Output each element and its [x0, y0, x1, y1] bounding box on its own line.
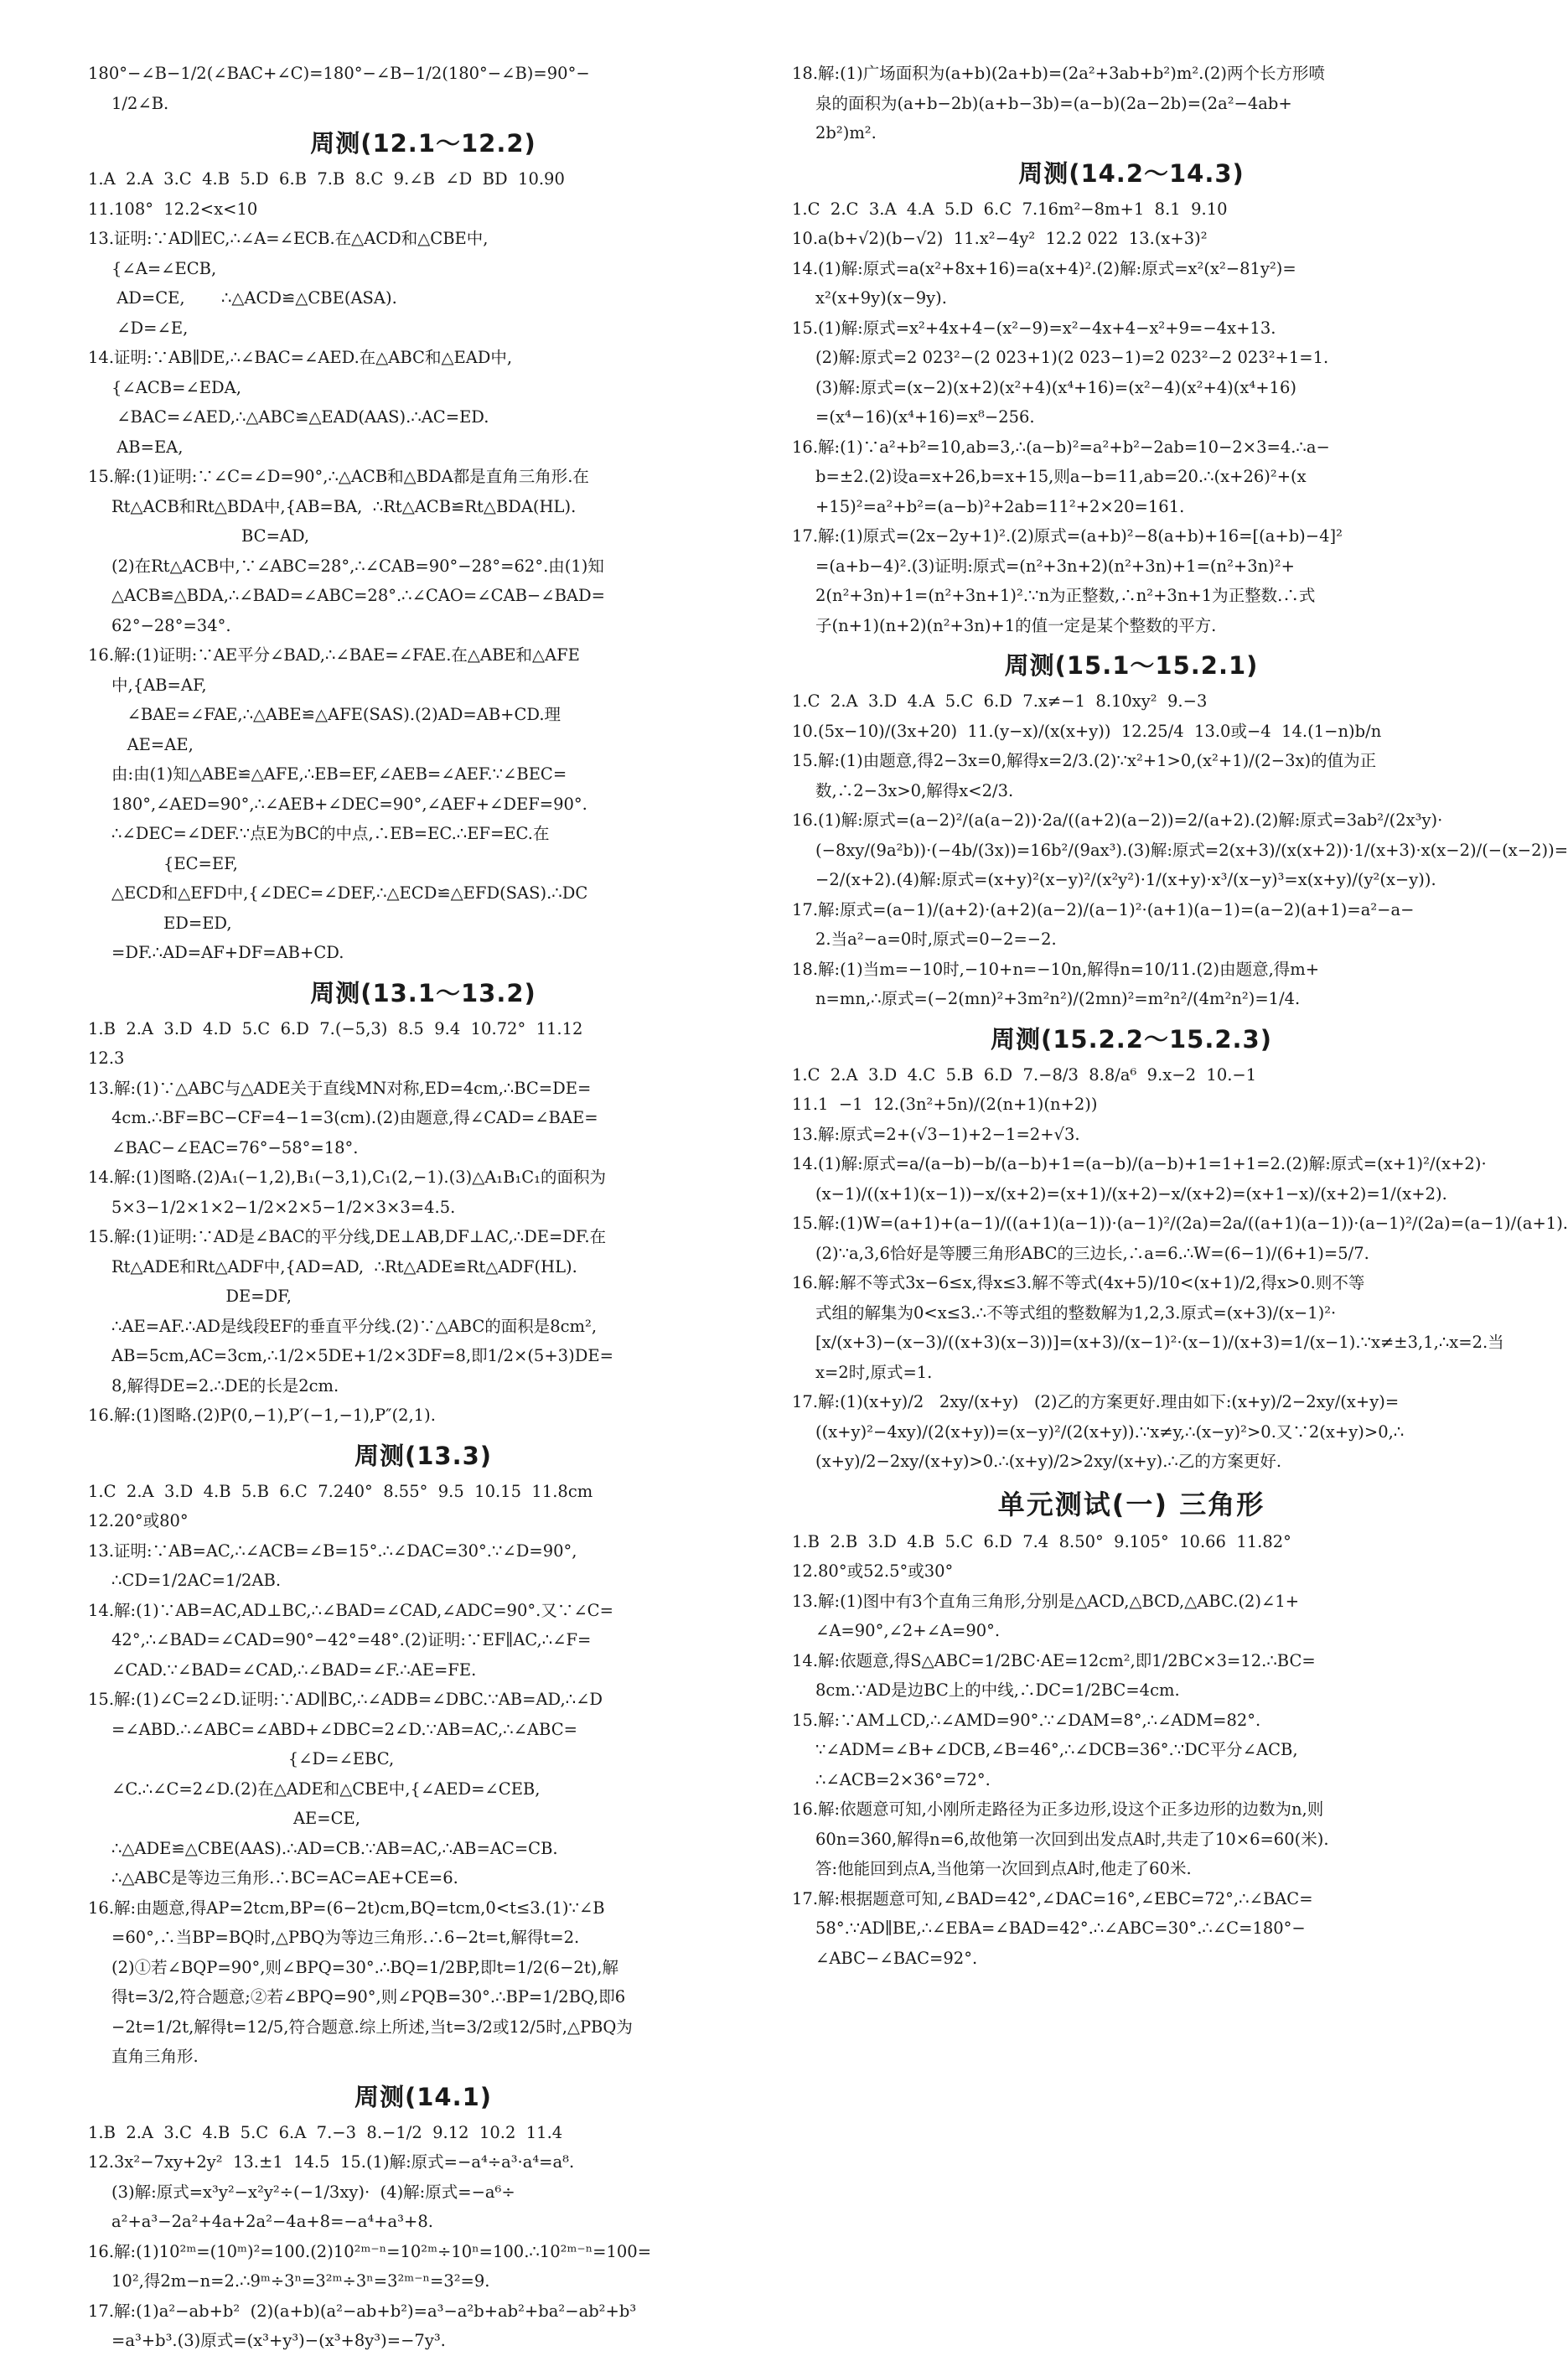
answer-line: 18.解:(1)当m=−10时,−10+n=−10n,解得n=10/11.(2)由题意,得m+ — [792, 959, 1320, 979]
answer-line: 13.证明:∵AB=AC,∴∠ACB=∠B=15°.∴∠DAC=30°.∵∠D=90°, — [88, 1540, 577, 1561]
answer-line: 16.(1)解:原式=(a−2)²/(a(a−2))·2a/((a+2)(a−2))=2/(a+2).(2)解:原式=3ab²/(2x³y)· — [792, 810, 1443, 830]
section-title: 周测(15.1～15.2.1) — [1004, 651, 1259, 680]
answer-line: 15.解:(1)证明:∵AD是∠BAC的平分线,DE⊥AB,DF⊥AC,∴DE=DF.在 — [88, 1227, 607, 1246]
answer-line: 2.当a²−a=0时,原式=0−2=−2. — [815, 929, 1057, 949]
answer-line: 1.C 2.A 3.D 4.A 5.C 6.D 7.x≠−1 8.10xy² 9.−3 — [792, 691, 1208, 711]
left-column — [88, 59, 758, 2356]
answer-line: 4cm.∴BF=BC−CF=4−1=3(cm).(2)由题意,得∠CAD=∠BAE= — [111, 1108, 598, 1127]
answer-line: 17.解:根据题意可知,∠BAD=42°,∠DAC=16°,∠EBC=72°,∴∠BAC= — [792, 1888, 1313, 1908]
answer-line: AD=CE, ∴△ACD≌△CBE(ASA). — [111, 288, 397, 308]
answer-line: ∴△ADE≌△CBE(AAS).∴AD=CB.∵AB=AC,∴AB=AC=CB. — [111, 1838, 558, 1858]
answer-line: 中,{AB=AF, — [111, 675, 207, 695]
answer-line: {∠ACB=∠EDA, — [111, 377, 241, 397]
answer-line: ∠CAD.∵∠BAD=∠CAD,∴∠BAD=∠F.∴AE=FE. — [111, 1660, 477, 1680]
answer-line: 16.解:由题意,得AP=2tcm,BP=(6−2t)cm,BQ=tcm,0<t≤3.(1)∵∠B — [88, 1898, 605, 1918]
answer-line: a²+a³−2a²+4a+2a²−4a+8=−a⁴+a³+8. — [111, 2212, 433, 2231]
answer-line: 5×3−1/2×1×2−1/2×2×5−1/2×3×3=4.5. — [111, 1197, 456, 1217]
answer-line: 60n=360,解得n=6,故他第一次回到出发点A时,共走了10×6=60(米). — [815, 1829, 1329, 1849]
answer-line: Rt△ADE和Rt△ADF中,{AD=AD, ∴Rt△ADE≌Rt△ADF(HL). — [111, 1256, 577, 1276]
answer-line: 泉的面积为(a+b−2b)(a+b−3b)=(a−b)(2a−2b)=(2a²−4ab+ — [815, 93, 1292, 113]
answer-line: 1.C 2.C 3.A 4.A 5.D 6.C 7.16m²−8m+1 8.1 9.10 — [792, 199, 1228, 219]
answer-line: 42°,∴∠BAD=∠CAD=90°−42°=48°.(2)证明:∵EF∥AC,∴∠F= — [111, 1630, 592, 1649]
answer-line: −2/(x+2).(4)解:原式=(x+y)²(x−y)²/(x²y²)·1/(x+y)·x³/(x−y)³=x(x+y)/(y²(x−y)). — [815, 870, 1436, 889]
answer-line: 15.解:(1)∠C=2∠D.证明:∵AD∥BC,∴∠ADB=∠DBC.∵AB=AD,∴∠D — [88, 1690, 603, 1709]
answer-line: 16.解:解不等式3x−6≤x,得x≤3.解不等式(4x+5)/10<(x+1)/2,得x>0.则不等 — [792, 1273, 1365, 1292]
answer-line: =DF.∴AD=AF+DF=AB+CD. — [111, 943, 344, 962]
answer-line: AB=5cm,AC=3cm,∴1/2×5DE+1/2×3DF=8,即1/2×(5+3)DE= — [111, 1346, 613, 1365]
section-title: 周测(14.1) — [354, 2082, 493, 2111]
answer-line: 14.证明:∵AB∥DE,∴∠BAC=∠AED.在△ABC和△EAD中, — [88, 348, 513, 367]
answer-line: (x+y)/2−2xy/(x+y)>0.∴(x+y)/2>2xy/(x+y).∴乙的方案更好. — [815, 1452, 1282, 1471]
answer-line: n=mn,∴原式=(−2(mn)²+3m²n²)/(2mn)²=m²n²/(4m²n²)=1/4. — [815, 989, 1301, 1008]
section-title: 单元测试(一) 三角形 — [997, 1488, 1265, 1520]
answer-line: 1.C 2.A 3.D 4.C 5.B 6.D 7.−8/3 8.8/a⁶ 9.x−2 10.−1 — [792, 1064, 1257, 1085]
answer-line: 12.20°或80° — [88, 1511, 189, 1530]
answer-line: DE=DF, — [111, 1287, 292, 1306]
answer-line: △ACB≌△BDA,∴∠BAD=∠ABC=28°.∴∠CAO=∠CAB−∠BAD= — [111, 586, 605, 605]
answer-line: ∠C.∴∠C=2∠D.(2)在△ADE和△CBE中,{∠AED=∠CEB, — [111, 1779, 541, 1799]
answer-line: 11.1 −1 12.(3n²+5n)/(2(n+1)(n+2)) — [792, 1095, 1098, 1114]
answer-line: (2)∵a,3,6恰好是等腰三角形ABC的三边长,∴a=6.∴W=(6−1)/(6+1)=5/7. — [815, 1243, 1369, 1263]
answer-line: 14.解:(1)图略.(2)A₁(−1,2),B₁(−3,1),C₁(2,−1).(3)△A₁B₁C₁的面积为 — [88, 1168, 607, 1187]
answer-line: 8,解得DE=2.∴DE的长是2cm. — [111, 1375, 339, 1395]
answer-line: 13.解:(1)图中有3个直角三角形,分别是△ACD,△BCD,△ABC.(2)∠1+ — [792, 1591, 1300, 1611]
answer-line: BC=AD, — [111, 526, 310, 546]
answer-line: 2(n²+3n)+1=(n²+3n+1)².∵n为正整数,∴n²+3n+1为正整数.∴式 — [815, 586, 1316, 605]
answer-line: =∠ABD.∴∠ABC=∠ABD+∠DBC=2∠D.∵AB=AC,∴∠ABC= — [111, 1719, 577, 1739]
answer-line: 16.解:依题意可知,小刚所走路径为正多边形,设这个正多边形的边数为n,则 — [792, 1799, 1324, 1819]
answer-line: ∴AE=AF.∴AD是线段EF的垂直平分线.(2)∵△ABC的面积是8cm², — [111, 1316, 598, 1336]
section-title: 周测(14.2～14.3) — [1018, 158, 1245, 188]
answer-line: 16.解:(1)证明:∵AE平分∠BAD,∴∠BAE=∠FAE.在△ABE和△AFE — [88, 645, 580, 665]
section-title: 周测(13.3) — [354, 1441, 493, 1470]
answer-line: +15)²=a²+b²=(a−b)²+2ab=11²+2×20=161. — [815, 496, 1185, 516]
answer-line: 1.B 2.A 3.D 4.D 5.C 6.D 7.(−5,3) 8.5 9.4 10.72° 11.12 — [88, 1018, 583, 1038]
answer-line: 14.(1)解:原式=a/(a−b)−b/(a−b)+1=(a−b)/(a−b)+1=1+1=2.(2)解:原式=(x+1)²/(x+2)· — [792, 1154, 1487, 1173]
answer-line: (3)解:原式=(x−2)(x+2)(x²+4)(x⁴+16)=(x²−4)(x²+4)(x⁴+16) — [815, 377, 1296, 397]
answer-line: x=2时,原式=1. — [815, 1362, 933, 1382]
answer-line: 12.3 — [88, 1049, 125, 1068]
answer-line: (−8xy/(9a²b))·(−4b/(3x))=16b²/(9ax³).(3)解:原式=2(x+3)/(x(x+2))·1/(x+3)·x(x−2)/(−(x−2))= — [815, 840, 1568, 860]
answer-line: 14.解:(1)∵AB=AC,AD⊥BC,∴∠BAD=∠CAD,∠ADC=90°.又∵∠C= — [88, 1600, 613, 1620]
answer-line: AE=CE, — [111, 1809, 360, 1828]
answer-line: 直角三角形. — [111, 2047, 199, 2066]
answer-line: 答:他能回到点A,当他第一次回到点A时,他走了60米. — [815, 1859, 1192, 1878]
answer-line: 18.解:(1)广场面积为(a+b)(2a+b)=(2a²+3ab+b²)m².(2)两个长方形喷 — [792, 64, 1325, 83]
answer-line: =(x⁴−16)(x⁴+16)=x⁸−256. — [815, 407, 1035, 427]
answer-line: 15.(1)解:原式=x²+4x+4−(x²−9)=x²−4x+4−x²+9=−4x+13. — [792, 318, 1276, 338]
answer-line: 16.解:(1)图略.(2)P(0,−1),P′(−1,−1),P″(2,1). — [88, 1406, 436, 1425]
answer-line: ∠BAE=∠FAE,∴△ABE≌△AFE(SAS).(2)AD=AB+CD.理 — [111, 705, 561, 724]
answer-line: ∠ABC−∠BAC=92°. — [815, 1948, 978, 1968]
answer-line: (2)解:原式=2 023²−(2 023+1)(2 023−1)=2 023²−2 023²+1=1. — [815, 348, 1329, 367]
answer-line: 15.解:(1)由题意,得2−3x=0,解得x=2/3.(2)∵x²+1>0,(x²+1)/(2−3x)的值为正 — [792, 751, 1377, 770]
answer-line: 12.80°或52.5°或30° — [792, 1561, 954, 1581]
answer-line: ∴△ABC是等边三角形.∴BC=AC=AE+CE=6. — [111, 1868, 458, 1887]
answer-line: {∠D=∠EBC, — [111, 1749, 395, 1768]
answer-line: 1.B 2.B 3.D 4.B 5.C 6.D 7.4 8.50° 9.105° 10.66 11.82° — [792, 1531, 1291, 1551]
answer-line: 15.解:(1)W=(a+1)+(a−1)/((a+1)(a−1))·(a−1)²/(2a)=2a/((a+1)(a−1))·(a−1)²/(2a)=(a−1)/(a+1). — [792, 1214, 1568, 1233]
section-title: 周测(13.1～13.2) — [310, 978, 536, 1007]
answer-line: ∴CD=1/2AC=1/2AB. — [111, 1571, 282, 1590]
answer-line: 1.A 2.A 3.C 4.B 5.D 6.B 7.B 8.C 9.∠B ∠D BD 10.90 — [88, 169, 565, 189]
answer-line: 13.证明:∵AD∥EC,∴∠A=∠ECB.在△ACD和△CBE中, — [88, 229, 489, 248]
answer-line: 数,∴2−3x>0,解得x<2/3. — [815, 780, 1014, 800]
answer-line: {EC=EF, — [111, 853, 238, 873]
answer-line: ∠BAC−∠EAC=76°−58°=18°. — [111, 1137, 359, 1157]
answer-line: x²(x+9y)(x−9y). — [815, 288, 947, 308]
answer-line: 子(n+1)(n+2)(n²+3n)+1的值一定是某个整数的平方. — [815, 615, 1217, 635]
answer-line: 180°,∠AED=90°,∴∠AEB+∠DEC=90°,∠AEF+∠DEF=90°. — [111, 794, 587, 814]
answer-line: 58°.∵AD∥BE,∴∠EBA=∠BAD=42°.∴∠ABC=30°.∴∠C=180°− — [815, 1918, 1306, 1938]
right-column — [792, 59, 1568, 1973]
answer-line: 12.3x²−7xy+2y² 13.±1 14.5 15.(1)解:原式=−a⁴÷a³·a⁴=a⁸. — [88, 2152, 575, 2172]
answer-line: 15.解:∵AM⊥CD,∴∠AMD=90°.∵∠DAM=8°,∴∠ADM=82°. — [792, 1710, 1261, 1730]
answer-line: 17.解:原式=(a−1)/(a+2)·(a+2)(a−2)/(a−1)²·(a+1)(a−1)=(a−2)(a+1)=a²−a− — [792, 899, 1415, 919]
answer-line: 17.解:(1)原式=(2x−2y+1)².(2)原式=(a+b)²−8(a+b)+16=[(a+b)−4]² — [792, 526, 1343, 546]
answer-line: 17.解:(1)a²−ab+b² (2)(a+b)(a²−ab+b²)=a³−a²b+ab²+ba²−ab²+b³ — [88, 2301, 637, 2321]
answer-line: 17.解:(1)(x+y)/2 2xy/(x+y) (2)乙的方案更好.理由如下:(x+y)/2−2xy/(x+y)= — [792, 1392, 1400, 1411]
answer-line: Rt△ACB和Rt△BDA中,{AB=BA, ∴Rt△ACB≌Rt△BDA(HL). — [111, 496, 577, 516]
answer-line: AB=EA, — [111, 437, 184, 457]
answer-line: 14.(1)解:原式=a(x²+8x+16)=a(x+4)².(2)解:原式=x²(x²−81y²)= — [792, 258, 1296, 278]
answer-line: [x/(x+3)−(x−3)/((x+3)(x−3))]=(x+3)/(x−1)²·(x−1)/(x+3)=1/(x−1).∵x≠±3,1,∴x=2.当 — [815, 1333, 1504, 1352]
answer-line: 14.解:依题意,得S△ABC=1/2BC·AE=12cm²,即1/2BC×3=12.∴BC= — [792, 1650, 1316, 1670]
answer-line: 13.解:(1)∵△ABC与△ADE关于直线MN对称,ED=4cm,∴BC=DE= — [88, 1078, 592, 1098]
answer-line: ∠A=90°,∠2+∠A=90°. — [815, 1621, 1001, 1640]
section-title: 周测(12.1～12.2) — [310, 129, 536, 158]
answer-line: 10.a(b+√2)(b−√2) 11.x²−4y² 12.2 022 13.(x+3)² — [792, 229, 1208, 248]
answer-line: ∵∠ADM=∠B+∠DCB,∠B=46°,∴∠DCB=36°.∵DC平分∠ACB, — [815, 1740, 1298, 1759]
answer-line: (x−1)/((x+1)(x−1))−x/(x+2)=(x+1)/(x+2)−x/(x+2)=(x+1−x)/(x+2)=1/(x+2). — [815, 1183, 1447, 1204]
answer-line: 得t=3/2,符合题意;②若∠BPQ=90°,则∠PQB=30°.∴BP=1/2BQ,即6 — [111, 1987, 626, 2006]
answer-line: ∠D=∠E, — [111, 318, 189, 338]
answer-line: =a³+b³.(3)原式=(x³+y³)−(x³+8y³)=−7y³. — [111, 2331, 446, 2350]
answer-line: 式组的解集为0<x≤3.∴不等式组的整数解为1,2,3.原式=(x+3)/(x−1)²· — [815, 1302, 1337, 1323]
answer-line: ED=ED, — [111, 913, 232, 933]
answer-line: (2)在Rt△ACB中,∵∠ABC=28°,∴∠CAB=90°−28°=62°.由(1)知 — [111, 556, 604, 576]
section-title: 周测(15.2.2～15.2.3) — [990, 1024, 1272, 1054]
answer-line: 10.(5x−10)/(3x+20) 11.(y−x)/(x(x+y)) 12.25/4 13.0或−4 14.(1−n)b/n — [792, 721, 1382, 741]
answer-line: 1.B 2.A 3.C 4.B 5.C 6.A 7.−3 8.−1/2 9.12 10.2 11.4 — [88, 2122, 563, 2142]
answer-line: 16.解:(1)∵a²+b²=10,ab=3,∴(a−b)²=a²+b²−2ab=10−2×3=4.∴a− — [792, 437, 1330, 457]
answer-line: (3)解:原式=x³y²−x²y²÷(−1/3xy)· (4)解:原式=−a⁶÷ — [111, 2182, 515, 2202]
answer-line: −2t=1/2t,解得t=12/5,符合题意.综上所述,当t=3/2或12/5时,△PBQ为 — [111, 2017, 633, 2037]
answer-line: 1.C 2.A 3.D 4.B 5.B 6.C 7.240° 8.55° 9.5 10.15 11.8cm — [88, 1481, 593, 1501]
answer-line: 1/2∠B. — [111, 93, 169, 113]
answer-line: 62°−28°=34°. — [111, 615, 231, 635]
answer-line: 13.解:原式=2+(√3−1)+2−1=2+√3. — [792, 1124, 1080, 1144]
answer-line: 由:由(1)知△ABE≌△AFE,∴EB=EF,∠AEB=∠AEF.∵∠BEC= — [111, 764, 567, 784]
answer-line: 180°−∠B−1/2(∠BAC+∠C)=180°−∠B−1/2(180°−∠B)=90°− — [88, 64, 590, 83]
answer-line: AE=AE, — [111, 734, 194, 754]
answer-line: =(a+b−4)².(3)证明:原式=(n²+3n+2)(n²+3n)+1=(n²+3n)²+ — [815, 556, 1295, 576]
answer-line: 10²,得2m−n=2.∴9ᵐ÷3ⁿ=3²ᵐ÷3ⁿ=3²ᵐ⁻ⁿ=3²=9. — [111, 2271, 490, 2291]
answer-line: ((x+y)²−4xy)/(2(x+y))=(x−y)²/(2(x+y)).∵x≠y,∴(x−y)²>0.又∵2(x+y)>0,∴ — [815, 1421, 1405, 1442]
answer-line: 11.108° 12.2<x<10 — [88, 199, 258, 219]
answer-line: 16.解:(1)10²ᵐ=(10ᵐ)²=100.(2)10²ᵐ⁻ⁿ=10²ᵐ÷10ⁿ=100.∴10²ᵐ⁻ⁿ=100= — [88, 2241, 652, 2261]
answer-line: =60°,∴当BP=BQ时,△PBQ为等边三角形.∴6−2t=t,解得t=2. — [111, 1928, 580, 1947]
answer-line: △ECD和△EFD中,{∠DEC=∠DEF,∴△ECD≌△EFD(SAS).∴DC — [111, 883, 588, 903]
answer-line: ∴∠DEC=∠DEF.∵点E为BC的中点,∴EB=EC.∴EF=EC.在 — [111, 824, 550, 843]
answer-line: (2)①若∠BQP=90°,则∠BPQ=30°.∴BQ=1/2BP,即t=1/2(6−2t),解 — [111, 1957, 618, 1977]
answer-line: b=±2.(2)设a=x+26,b=x+15,则a−b=11,ab=20.∴(x+26)²+(x — [815, 467, 1307, 486]
answer-line: 15.解:(1)证明:∵∠C=∠D=90°,∴△ACB和△BDA都是直角三角形.在 — [88, 467, 589, 486]
answer-line: 8cm.∵AD是边BC上的中线,∴DC=1/2BC=4cm. — [815, 1680, 1180, 1700]
answer-line: ∴∠ACB=2×36°=72°. — [815, 1769, 991, 1789]
answer-line: {∠A=∠ECB, — [111, 258, 217, 278]
answer-line: 2b²)m². — [815, 123, 877, 142]
answer-line: ∠BAC=∠AED,∴△ABC≌△EAD(AAS).∴AC=ED. — [111, 407, 489, 427]
